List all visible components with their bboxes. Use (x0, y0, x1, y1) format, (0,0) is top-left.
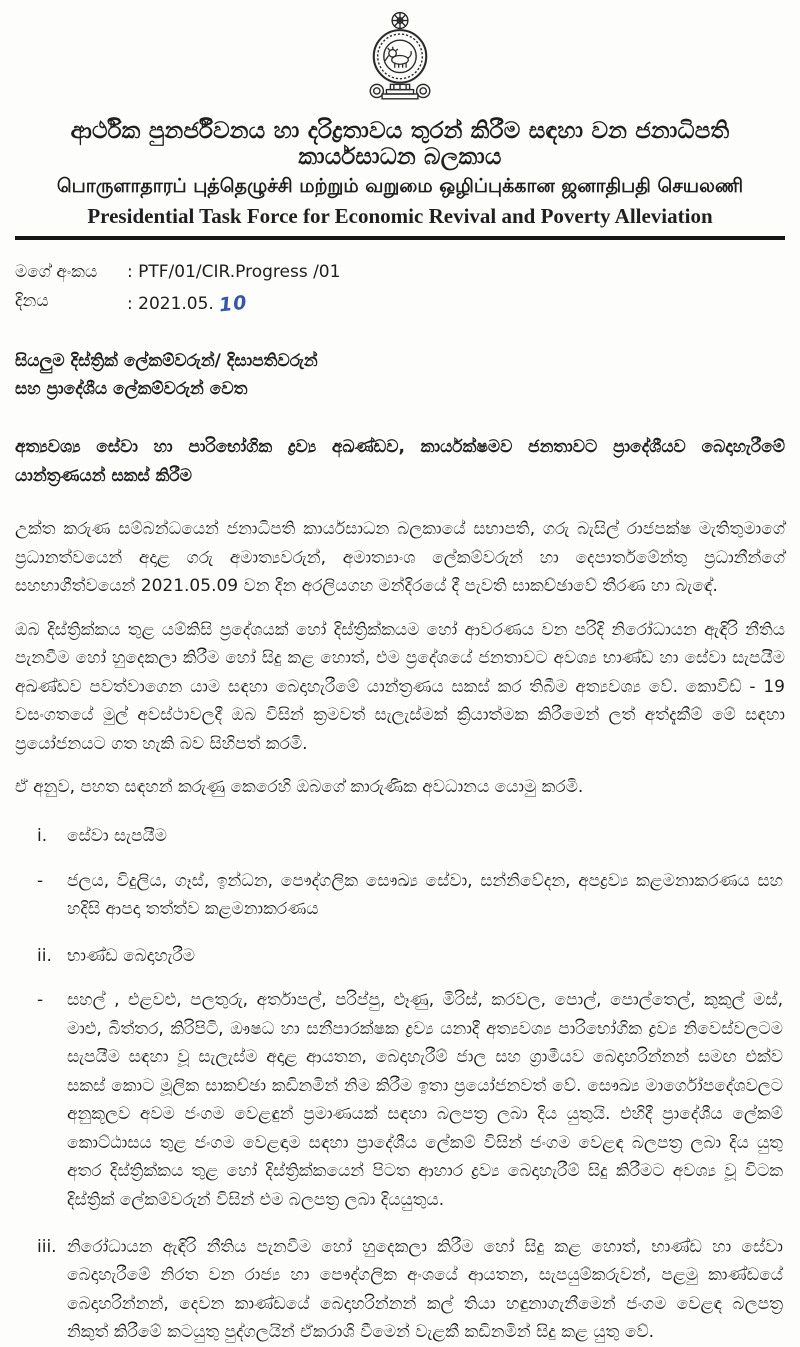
paragraph-1: උක්ත කරුණ සම්බන්ධයෙන් ජනාධිපති කාර්යසාධන බලකායේ සභාපති, ගරු බැසිල් රාජපක්ෂ මැතිතුමාගේ ප්‍රධානත්වයෙන් අදාළ ගරු අමාත්‍යවරුන්, අමාත්‍යාංශ ලේකම්වරුන් හා දෙපාර්තමේන්තු ප්‍රධානීන්ගේ සහභාගීත්වයෙන් 2021.05.09 වන දින අරලියගහ මන්දිරයේ දී පැවති සාකච්ඡාවේ තීරණ හා බැඳේ. (15, 515, 785, 601)
letterhead-title-tamil: பொருளாதாரப் புத்தெழுச்சி மற்றும் வறுமை ஒழிப்புக்கான ஜனாதிபதி செயலணி (15, 175, 785, 200)
list-item-iii-numeral: iii. (15, 1233, 67, 1347)
list-item-i-heading: සේවා සැපයීම (67, 822, 785, 851)
list-item-i (15, 822, 785, 851)
letterhead-title-english: Presidential Task Force for Economic Revival and Poverty Alleviation (15, 204, 785, 229)
date-printed-part: : 2021.05. (127, 294, 214, 314)
list-item-i-bullet-text: ජලය, විදුලිය, ගෑස්, ඉන්ධන, පෞද්ගලික සෞඛ්‍ය සේවා, සන්නිවේදන, අපද්‍රව්‍ය කළමනාකරණය සහ හදිසි ආපදා තත්ත්ව කළමනාකරණය (67, 867, 785, 924)
addressee-line-1: සියලුම දිස්ත්‍රික් ලේකම්වරුන්/ දිසාපතිවරුන් (15, 347, 785, 375)
reference-block (15, 258, 785, 319)
numbered-list (15, 822, 785, 1347)
reference-number-value: : PTF/01/CIR.Progress /01 (127, 258, 340, 287)
list-item-ii-bullet (15, 986, 785, 1214)
letterhead-divider (15, 236, 785, 240)
date-value (127, 287, 248, 319)
list-item-iii (15, 1233, 785, 1347)
list-item-ii-heading: භාණ්ඩ බෙදාහැරීම (67, 942, 785, 971)
paragraph-3: ඒ අනුව, පහත සඳහන් කරුණු කෙරෙහි ඔබගේ කාරුණික අවධානය යොමු කරමි. (15, 773, 785, 802)
dash-marker: - (37, 867, 67, 924)
date-row (15, 287, 785, 319)
emblem-container (15, 10, 785, 112)
letterhead-title-sinhala: ආර්ථික පුනර්ජීවනය හා දරිද්‍රතාවය තුරන් කිරීම සඳහා වන ජනාධිපති කාර්යසාධන බලකාය (15, 118, 785, 170)
sri-lanka-national-emblem-icon (356, 10, 444, 108)
subject-line: අත්‍යවශ්‍ය සේවා හා පාරිභෝගික ද්‍රව්‍ය අඛණ්ඩව, කාර්යක්ෂමව ජනතාවට ප්‍රාදේශීයව බෙදාහැරීමේ යාන්ත්‍රණයන් සකස් කිරීම (15, 433, 785, 491)
list-item-i-bullet (15, 867, 785, 924)
paragraph-2: ඔබ දිස්ත්‍රික්කය තුළ යම්කිසි ප්‍රදේශයක් හෝ දිස්ත්‍රික්කයම හෝ ආවරණය වන පරිදි නිරෝධායන ඇඳිරි නීතිය පැනවීම හෝ හුදෙකලා කිරීම හෝ සිදු කළ හොත්, එම ප්‍රදේශයේ ජනතාවට අවශ්‍ය භාණ්ඩ හා සේවා සැපයීම අඛණ්ඩව පවත්වාගෙන යාම සඳහා බෙදාහැරීමේ යාන්ත්‍රණය සකස් කර තිබීම අත්‍යවශ්‍ය වේ. කොවිඩ් - 19 වසංගතයේ මුල් අවස්ථාවලදී ඔබ විසින් ක්‍රමවත් සැලැස්මක් ක්‍රියාත්මක කිරීමෙන් ලත් අත්දැකීම් මේ සඳහා ප්‍රයෝජනයට ගත හැකි බව සිහිපත් කරමි. (15, 616, 785, 759)
dash-marker: - (37, 986, 67, 1214)
addressee-line-2: සහ ප්‍රාදේශීය ලේකම්වරුන් වෙත (15, 375, 785, 403)
reference-number-row (15, 258, 785, 287)
list-item-iii-text: නිරෝධායන ඇඳිරි නීතිය පැනවීම හෝ හුදෙකලා කිරීම හෝ සිදු කළ හොත්, භාණ්ඩ හා සේවා බෙදාහැරීමේ නිරත වන රාජ්‍ය හා පෞද්ගලික අංශයේ ආයතන, සැපයුම්කරුවන්, පළමු කාණ්ඩයේ බෙදාහරින්නන්, දෙවන කාණ්ඩයේ බෙදාහරින්නන් කල් තියා හඳුනාගැනීමෙන් ජංගම වෙළඳ බලපත්‍ර නිකුත් කිරීමේ කටයුතු පුද්ගලයින් ඒකරාශි වීමෙන් වැළකී කඩිනමින් සිදු කළ යුතු වේ. (67, 1233, 785, 1347)
date-handwritten-day: 10 (218, 286, 250, 321)
list-item-ii-numeral: ii. (15, 942, 67, 971)
list-item-ii-bullet-text: සහල් , එළවළු, පලතුරු, අර්තාපල්, පරිප්පු, ළූණු, මිරිස්, කරවල, පොල්, පොල්තෙල්, කුකුල් මස්, මාළු, බිත්තර, කිරිපිටි, ඖෂධ හා සනීපාරක්ෂක ද්‍රව්‍ය යනාදී අත්‍යවශ්‍ය පාරිභෝගික ද්‍රව්‍ය නිවෙස්වලටම සැපයීම සඳහා වූ සැලැස්ම අදාළ ආයතන, බෙදාහැරීම් ජාල සහ ග්‍රාමීයව බෙදාහරින්නන් සමඟ එක්ව සකස් කොට මූලික සාකච්ඡා කඩිනමින් නිම කිරීම ඉතා ප්‍රයෝජනවත් වේ. සෞඛ්‍ය මාර්ගෝපදේශවලට අනුකූලව අවම ජංගම වෙළඳුන් ප්‍රමාණයක් සඳහා බලපත්‍ර ලබා දිය යුතුයි. එහිදී ප්‍රාදේශීය ලේකම් කොට්ඨාසය තුළ ජංගම වෙළඳාම සඳහා ප්‍රාදේශීය ලේකම් විසින් ජංගම වෙළඳ බලපත්‍ර ලබා දිය යුතු අතර දිස්ත්‍රික්කය තුළ හෝ දිස්ත්‍රික්කයෙන් පිටත ආහාර ද්‍රව්‍ය බෙදාහැරීම් සිදු කිරීමට අවශ්‍ය වූ විටක දිස්ත්‍රික් ලේකම්වරුන් විසින් එම බලපත්‍ර ලබා දියයුතුය. (67, 986, 785, 1214)
date-label: දිනය (15, 287, 127, 319)
letterhead (15, 118, 785, 240)
list-item-ii (15, 942, 785, 971)
list-item-i-numeral: i. (15, 822, 67, 851)
reference-number-label: මගේ අංකය (15, 258, 127, 287)
addressee-block (15, 347, 785, 403)
